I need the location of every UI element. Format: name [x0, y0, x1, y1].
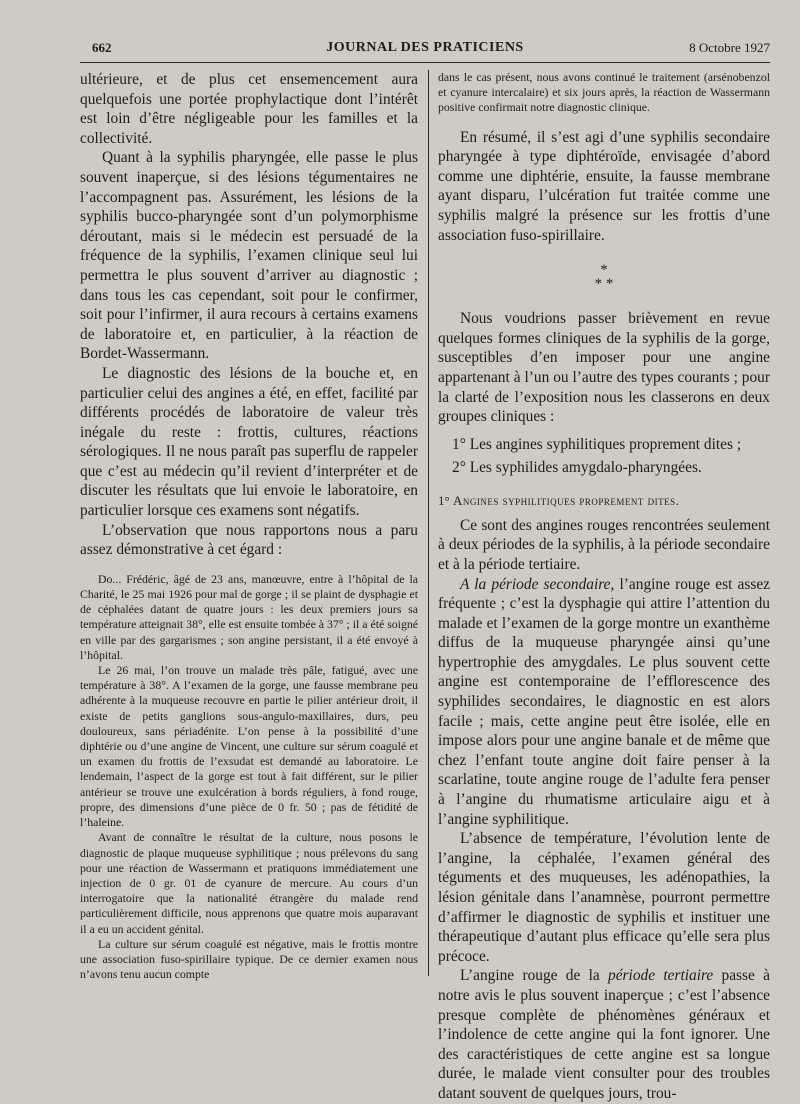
section-number: 1° [438, 492, 450, 508]
column-divider [428, 70, 429, 976]
paragraph: Le diagnostic des lésions de la bouche et, en particulier celui des angines a été, en effet, facilité par différents procédés de laboratoire de valeur très inégale du reste : frottis, cultures, réactions sérologiques. Il ne nous paraît pas superflu de rappeler que c’est au médecin qu’il revient d’interpréter et de discuter les résultats que lui envoie le laboratoire, en particulier lorsque ces examens sont négatifs. [80, 364, 418, 520]
observation-paragraph: dans le cas présent, nous avons continué le traitement (arsénobenzol et cyanure intercalaire) et six jours après, la réaction de Wassermann positive confirmait notre diagnostic clinique. [438, 70, 770, 115]
journal-title: JOURNAL DES PRATICIENS [326, 40, 524, 55]
paragraph: Quant à la syphilis pharyngée, elle passe le plus souvent inaperçue, si des lésions tégumentaires ne l’accompagnent pas. Assurément, les lésions de la syphilis bucco-pharyngée sont d’un polymorphisme déroutant, mais si le médecin est persuadé de la fréquence de la syphilis, l’examen clinique seul lui permettra le plus souvent d’arriver au diagnostic ; dans tous les cas cependant, soit pour le confirmer, soit pour l’infirmer, il aura recours à certains examens de laboratoire et, en particulier, à la réaction de Bordet-Wassermann. [80, 149, 418, 363]
classification-list [438, 433, 770, 479]
paragraph: En résumé, il s’est agi d’une syphilis secondaire pharyngée à type diphtéroïde, envisagée d’abord comme une diphtérie, ensuite, la fausse membrane ayant disparu, l’ulcération fut traitée comme une syphilis malgré la présence sur les frottis d’une association fuso-spirillaire. [438, 128, 770, 244]
paragraph [438, 966, 770, 1103]
paragraph: ultérieure, et de plus cet ensemencement aura quelquefois une portée prophylactique dont l’intérêt est loin d’être négligeable pour les familles et la collectivité. [80, 71, 418, 147]
paragraph-text: , l’angine rouge est assez fréquente ; c’est la dysphagie qui attire l’attention du malade et l’examen de la gorge montre un exanthème diffus de la muqueuse pharyngée ainsi qu’une hypertrophie des amygdales. Le plus souvent cette angine est contemporaine de l’efflorescence des syphilides secondaires, le diagnostic en est alors facile ; mais, cette angine peut être isolée, elle en impose alors pour une angine banale et de même que chez l’enfant toute angine doit faire penser à la scarlatine, toute angine rouge de l’adulte fera penser à l’angine du rhumatisme articulaire aigu et à l’angine syphilitique. [438, 575, 770, 828]
right-column [438, 70, 770, 1104]
paragraph-text: passe à notre avis le plus souvent inaperçue ; c’est l’absence presque complète de phénomènes généraux et l’indolence de cette angine qui la font ignorer. Une des caractéristiques de cette angine est sa longue durée, le malade vient consulter pour des troubles datant souvent de quelques jours, trou- [438, 967, 770, 1102]
list-item: 2° Les syphilides amygdalo-pharyngées. [452, 458, 702, 476]
paragraph [438, 575, 770, 830]
paragraph-text: L’angine rouge de la [460, 967, 609, 985]
left-column [80, 70, 418, 982]
asterism: * * * [594, 262, 614, 293]
observation-paragraph: La culture sur sérum coagulé est négative, mais le frottis montre une association fuso-spirillaire typique. De ce dernier examen nous n’avons tenu aucun compte [80, 936, 418, 982]
emphasis: période tertiaire [608, 967, 714, 985]
observation-paragraph: Avant de connaître le résultat de la culture, nous posons le diagnostic de plaque muqueuse syphilitique ; nous prélevons du sang pour une réaction de Wassermann et pratiquons immédiatement une injection de 0 gr. 01 de cyanure de mercure. Au cours d’un interrogatoire que la nationalité étrangère du malade rend particulièrement difficile, nous apprenons que quatre mois auparavant il a eu un accident génital. [80, 830, 418, 936]
running-header [80, 40, 770, 60]
observation-paragraph: Do... Frédéric, âgé de 23 ans, manœuvre, entre à l’hôpital de la Charité, le 25 mai 1926 pour mal de gorge ; il se plaint de dysphagie et de céphalées datant de quatre jours : les deux premiers jours sa température atteignait 38°, elle est ensuite tombée à 37° ; il a été soigné en ville par des gargarismes ; son angine persistant, il a été envoyé à l’hôpital. [80, 571, 418, 662]
header-rule [80, 62, 770, 63]
paragraph: L’observation que nous rapportons nous a paru assez démonstrative à cet égard : [80, 521, 418, 559]
section-stars [438, 263, 770, 291]
emphasis: A la période secondaire [460, 575, 611, 593]
paragraph: Nous voudrions passer brièvement en revue quelques formes cliniques de la syphilis de la gorge, susceptibles d’en imposer pour une angine appartenant à l’un ou l’autre des types courants ; pour la clarté de l’exposition nous les classerons en deux groupes cliniques : [438, 310, 770, 426]
section-title: Angines syphilitiques proprement dites. [452, 492, 680, 508]
issue-date: 8 Octobre 1927 [689, 40, 770, 55]
page-number: 662 [92, 40, 112, 55]
paragraph: Ce sont des angines rouges rencontrées seulement à deux périodes de la syphilis, à la période secondaire et à la période tertiaire. [438, 516, 770, 573]
observation-paragraph: Le 26 mai, l’on trouve un malade très pâle, fatigué, avec une température à 38°. A l’examen de la gorge, une fausse membrane peu adhérente à la muqueuse recouvre en partie le pilier antérieur droit, il existe de petits ganglions sous-angulo-maxillaires, durs, peu douloureux, sans périadénite. L’on pense à la possibilité d’une diphtérie ou d’une angine de Vincent, une culture sur sérum coagulé et un examen du frottis de l’exsudat est demandé au laboratoire. Le lendemain, l’aspect de la gorge est tout à fait différent, sur le pilier antérieur se trouve une exulcération à bords réguliers, à fond rouge, propre, des dimensions d’une pièce de 0 fr. 50 ; pas de fétidité de l’haleine. [80, 663, 418, 830]
section-heading [438, 491, 770, 510]
paragraph: L’absence de température, l’évolution lente de l’angine, la céphalée, l’examen général des téguments et des muqueuses, les adénopathies, la lésion génitale dans l’anamnèse, pourront permettre d’affirmer le diagnostic de syphilis et instituer une thérapeutique d’autant plus efficace qu’elle sera plus précoce. [438, 830, 770, 965]
list-item: 1° Les angines syphilitiques proprement dites ; [452, 435, 742, 453]
